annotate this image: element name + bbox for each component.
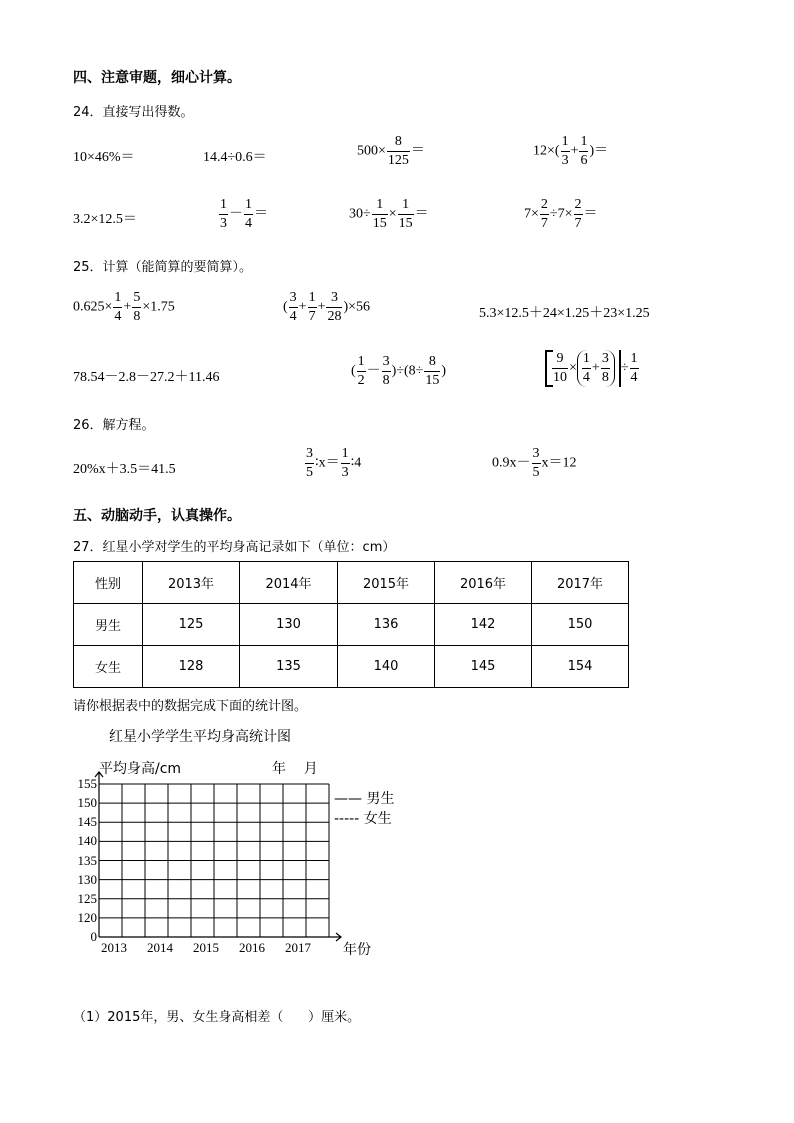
fraction <box>305 445 314 482</box>
fraction <box>582 350 591 387</box>
numerator: 3 <box>382 353 391 372</box>
table-row <box>74 646 629 688</box>
denominator: 125 <box>387 153 409 168</box>
y-tick-label: 120 <box>77 909 97 925</box>
operator: + <box>298 299 307 315</box>
q26-b-post: ∶4 <box>350 455 362 471</box>
table-cell: 128 <box>143 646 240 688</box>
q24-h <box>524 196 598 233</box>
operator: ÷ <box>620 360 629 376</box>
q26-c-post: x＝12 <box>541 455 577 471</box>
y-tick-label: 135 <box>77 852 97 868</box>
fraction <box>424 353 440 390</box>
fraction <box>289 289 298 326</box>
table-header-cell: 性别 <box>74 562 143 604</box>
square-bracket-group <box>545 350 621 387</box>
fraction <box>326 289 342 326</box>
fraction <box>219 196 228 233</box>
numerator: 3 <box>289 289 298 308</box>
q25-f <box>545 350 640 387</box>
q25-d: 78.54－2.8－27.2＋11.46 <box>73 370 220 385</box>
q25-a <box>73 289 175 326</box>
table-header-row <box>74 562 629 604</box>
denominator: 2 <box>357 373 365 388</box>
denominator: 15 <box>425 373 440 388</box>
fraction <box>113 289 122 326</box>
y-tick-label: 150 <box>77 795 97 811</box>
denominator: 7 <box>308 309 316 324</box>
q27-sub1: （1）2015年，男、女生身高相差（ ）厘米。 <box>73 1010 361 1025</box>
fraction <box>552 350 568 387</box>
table-cell: 女生 <box>74 646 143 688</box>
legend-line-dashed: ----- <box>334 811 360 827</box>
q24-g-pre: 30÷ <box>349 206 371 222</box>
denominator: 8 <box>601 370 609 385</box>
q26-a: 20%x＋3.5＝41.5 <box>73 462 176 477</box>
fraction <box>244 196 253 233</box>
fraction <box>382 353 391 390</box>
numerator: 2 <box>540 196 549 215</box>
y-tick-label: 145 <box>77 814 97 830</box>
chart-date-label: 年 月 <box>272 761 318 777</box>
y-tick-label: 125 <box>77 890 97 906</box>
q26-b <box>304 445 361 482</box>
numerator: 1 <box>341 445 350 464</box>
numerator: 1 <box>113 289 122 308</box>
table-cell: 154 <box>532 646 629 688</box>
numerator: 8 <box>387 133 410 152</box>
fraction <box>630 350 639 387</box>
table-header-cell: 2015年 <box>338 562 435 604</box>
section-4-title: 四、注意审题，细心计算。 <box>73 70 241 86</box>
denominator: 6 <box>580 153 588 168</box>
fraction <box>372 196 388 233</box>
legend-label: 女生 <box>363 811 392 827</box>
operator: + <box>123 299 132 315</box>
section-5-title: 五、动脑动手，认真操作。 <box>73 508 241 524</box>
table-header-cell: 2013年 <box>143 562 240 604</box>
numerator: 1 <box>357 353 366 372</box>
numerator: 1 <box>244 196 253 215</box>
denominator: 8 <box>133 309 141 324</box>
height-table <box>73 561 629 688</box>
q24-h-pre: 7× <box>524 206 539 222</box>
q27-title: 27．红星小学对学生的平均身高记录如下（单位：cm） <box>73 540 396 555</box>
q24-title: 24．直接写出得数。 <box>73 105 194 120</box>
legend-girl <box>334 808 392 828</box>
fraction <box>387 133 410 170</box>
denominator: 7 <box>540 216 548 231</box>
denominator: 10 <box>553 370 567 385</box>
denominator: 3 <box>220 216 227 231</box>
q25-a-post: ×1.75 <box>142 299 175 315</box>
operator: + <box>317 299 326 315</box>
q24-d-post: )＝ <box>589 143 609 159</box>
table-header-cell: 2017年 <box>532 562 629 604</box>
chart-title: 红星小学学生平均身高统计图 <box>109 729 291 745</box>
q27-instruction: 请你根据表中的数据完成下面的统计图。 <box>73 699 308 714</box>
q24-f <box>218 196 268 233</box>
operator: － <box>229 206 243 222</box>
denominator: 15 <box>398 216 413 231</box>
numerator: 1 <box>579 133 588 152</box>
denominator: 4 <box>289 309 297 324</box>
q24-g <box>349 196 429 233</box>
q25-b-post: )×56 <box>343 299 371 315</box>
fraction <box>532 445 541 482</box>
denominator: 4 <box>114 309 122 324</box>
q25-e-mid: )÷(8÷ <box>391 363 424 379</box>
numerator: 2 <box>574 196 583 215</box>
x-tick-label: 2016 <box>239 940 265 955</box>
denominator: 5 <box>306 465 313 480</box>
q25-b-pre: ( <box>283 299 288 315</box>
numerator: 5 <box>132 289 141 308</box>
numerator: 3 <box>532 445 541 464</box>
denominator: 5 <box>532 465 540 480</box>
q24-d-pre: 12×( <box>533 143 560 159</box>
numerator: 8 <box>424 353 440 372</box>
fraction <box>341 445 350 482</box>
numerator: 1 <box>398 196 414 215</box>
q26-b-mid: ∶x＝ <box>315 455 340 471</box>
fraction <box>398 196 414 233</box>
table-cell: 男生 <box>74 604 143 646</box>
numerator: 1 <box>561 133 570 152</box>
chart-grid <box>99 784 329 937</box>
q25-a-pre: 0.625× <box>73 299 113 315</box>
q24-a: 10×46%＝ <box>73 150 135 165</box>
table-header-cell: 2016年 <box>435 562 532 604</box>
table-cell: 150 <box>532 604 629 646</box>
paren-group <box>577 350 615 387</box>
q24-c-pre: 500× <box>357 143 386 159</box>
denominator: 7 <box>574 216 582 231</box>
x-tick-label: 2017 <box>285 940 311 955</box>
table-cell: 136 <box>338 604 435 646</box>
operator: × <box>388 206 397 222</box>
q24-c-post: ＝ <box>410 143 425 159</box>
denominator: 4 <box>630 370 638 385</box>
q25-b <box>283 289 370 326</box>
chart-ylabel: 平均身高/cm <box>99 761 182 777</box>
q24-f-post: ＝ <box>254 206 268 222</box>
numerator: 3 <box>601 350 610 369</box>
numerator: 3 <box>326 289 342 308</box>
numerator: 1 <box>308 289 317 308</box>
q24-h-mid: ÷7× <box>549 206 573 222</box>
denominator: 8 <box>382 373 390 388</box>
table-row <box>74 604 629 646</box>
fraction <box>308 289 317 326</box>
fraction <box>357 353 366 390</box>
q25-e-post: ) <box>441 363 447 379</box>
denominator: 3 <box>561 153 569 168</box>
q25-e-pre: ( <box>351 363 356 379</box>
x-tick-label: 2013 <box>101 940 127 955</box>
q24-b: 14.4÷0.6＝ <box>203 150 267 165</box>
denominator: 4 <box>582 370 590 385</box>
numerator: 3 <box>305 445 314 464</box>
q24-e: 3.2×12.5＝ <box>73 212 137 227</box>
fraction <box>601 350 610 387</box>
x-tick-label: 2014 <box>147 940 173 955</box>
denominator: 15 <box>372 216 387 231</box>
y-tick-label: 130 <box>77 871 97 887</box>
numerator: 9 <box>552 350 568 369</box>
table-cell: 135 <box>240 646 338 688</box>
fraction <box>540 196 549 233</box>
operator: + <box>570 143 579 159</box>
fraction <box>579 133 588 170</box>
q25-e <box>351 353 446 390</box>
x-tick-label: 2015 <box>193 940 219 955</box>
denominator: 3 <box>341 465 349 480</box>
table-cell: 125 <box>143 604 240 646</box>
denominator: 28 <box>327 309 342 324</box>
operator: － <box>366 363 381 379</box>
q24-d <box>533 133 608 170</box>
q26-c <box>492 445 577 482</box>
legend-line-solid: —— <box>334 791 362 807</box>
table-cell: 140 <box>338 646 435 688</box>
fraction <box>574 196 583 233</box>
chart-xlabel: 年份 <box>343 942 371 958</box>
numerator: 1 <box>219 196 228 215</box>
q24-g-post: ＝ <box>414 206 429 222</box>
q26-title: 26．解方程。 <box>73 418 155 433</box>
q25-title: 25．计算（能简算的要简算）。 <box>73 260 253 275</box>
q25-c: 5.3×12.5＋24×1.25＋23×1.25 <box>479 306 650 321</box>
y-tick-label: 155 <box>77 776 97 791</box>
y-tick-label: 140 <box>77 833 97 849</box>
numerator: 1 <box>372 196 388 215</box>
legend-boy <box>334 788 394 808</box>
q24-c <box>357 133 425 170</box>
denominator: 4 <box>245 216 252 231</box>
operator: + <box>591 360 600 376</box>
q24-h-post: ＝ <box>583 206 598 222</box>
table-cell: 145 <box>435 646 532 688</box>
numerator: 1 <box>630 350 639 369</box>
operator: × <box>569 360 577 376</box>
table-header-cell: 2014年 <box>240 562 338 604</box>
fraction <box>132 289 141 326</box>
q26-c-pre: 0.9x－ <box>492 455 531 471</box>
table-cell: 142 <box>435 604 532 646</box>
fraction <box>561 133 570 170</box>
y-tick-label: 0 <box>90 929 97 944</box>
table-cell: 130 <box>240 604 338 646</box>
legend-label: 男生 <box>366 791 395 807</box>
numerator: 1 <box>582 350 591 369</box>
